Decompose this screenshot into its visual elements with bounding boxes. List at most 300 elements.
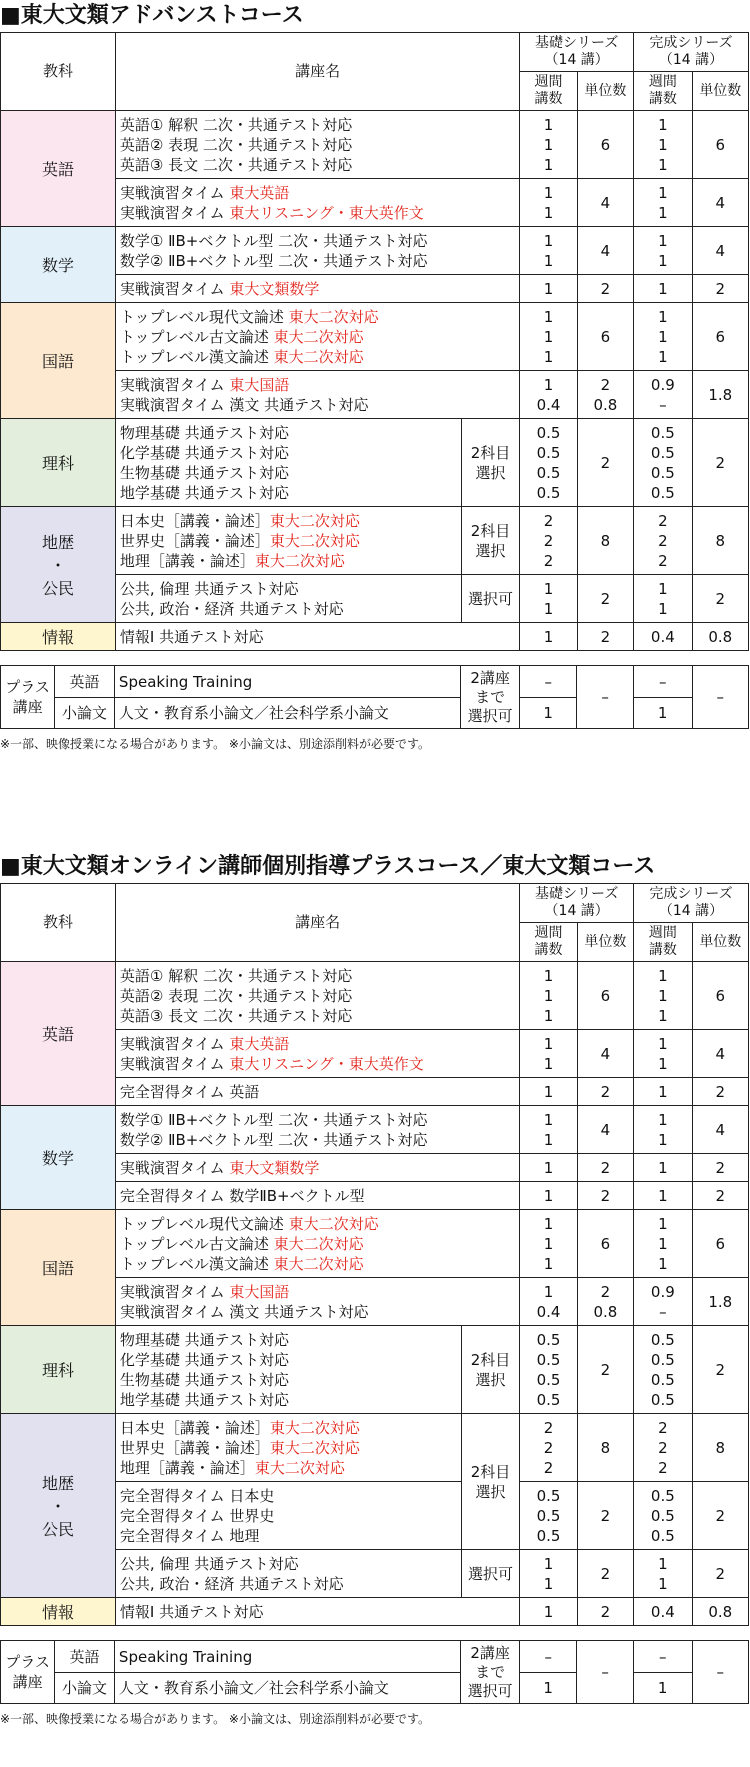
course-text: 実戦演習タイム xyxy=(119,1034,230,1053)
plus-basic-units: – xyxy=(577,666,633,729)
course-text: 公共, 倫理 共通テスト対応 xyxy=(119,1554,299,1573)
cell-line: 1 xyxy=(658,599,668,618)
course-names xyxy=(115,303,519,371)
course-text: 完全習得タイム 世界史 xyxy=(119,1506,275,1525)
cell-line: 選択 xyxy=(475,541,506,560)
course-names xyxy=(115,575,461,623)
course-text: 英語① 解釈 二次・共通テスト対応 xyxy=(119,115,353,134)
course-line xyxy=(120,395,519,415)
cell-line: 1 xyxy=(543,347,554,366)
subject-cell xyxy=(1,1598,116,1626)
course-highlight: 東大二次対応 xyxy=(254,1458,345,1477)
course-highlight: 東大リスニング・東大英作文 xyxy=(229,203,424,222)
cell-line: 1 xyxy=(543,966,554,985)
cell-line: 0.5 xyxy=(650,423,675,442)
basic-weekly xyxy=(520,1210,577,1278)
header-weekly xyxy=(520,923,577,962)
course-text: 英語② 表現 二次・共通テスト対応 xyxy=(119,986,353,1005)
cell-line: 1 xyxy=(543,1082,554,1101)
course-line xyxy=(120,1158,519,1178)
cell-line: 1 xyxy=(543,1214,554,1233)
cell-line: （14 講） xyxy=(658,903,724,919)
basic-weekly xyxy=(520,1550,577,1598)
cell-line: 1 xyxy=(658,203,668,222)
course-line xyxy=(120,347,519,367)
complete-units: 2 xyxy=(692,1326,748,1414)
course-text: 公共, 政治・経済 共通テスト対応 xyxy=(119,1574,344,1593)
cell-line: 地歴 xyxy=(41,1474,74,1493)
course-names xyxy=(115,1482,461,1550)
course-text: 世界史［講義・論述］ xyxy=(119,1438,270,1457)
cell-line: 1 xyxy=(543,1282,554,1301)
cell-line: まで xyxy=(475,1662,506,1681)
complete-weekly xyxy=(634,1106,693,1154)
complete-weekly xyxy=(634,1030,693,1078)
cell-line: – xyxy=(659,1302,667,1321)
subject-cell xyxy=(1,111,116,227)
course-line xyxy=(120,279,519,299)
cell-line: – xyxy=(659,395,667,414)
cell-line: 0.9 xyxy=(650,375,675,394)
plus-basic-weekly: 1 xyxy=(519,698,577,729)
basic-weekly xyxy=(520,1414,577,1482)
course-line xyxy=(120,443,461,463)
course-text: 日本史［講義・論述］ xyxy=(119,1418,270,1437)
basic-units: 4 xyxy=(577,1030,633,1078)
course-text: 化学基礎 共通テスト対応 xyxy=(119,443,290,462)
cell-line: 1 xyxy=(543,231,554,250)
course-line xyxy=(120,1006,519,1026)
cell-line: 1 xyxy=(658,1130,668,1149)
course-text: 生物基礎 共通テスト対応 xyxy=(119,1370,290,1389)
course-line xyxy=(120,531,461,551)
cell-line: 1 xyxy=(543,1158,554,1177)
course-line xyxy=(120,551,461,571)
course-line xyxy=(120,1034,519,1054)
course-highlight: 東大二次対応 xyxy=(273,347,364,366)
course-text: 実戦演習タイム xyxy=(119,1158,230,1177)
course-highlight: 東大文類数学 xyxy=(229,279,320,298)
subject-cell xyxy=(1,962,116,1106)
course-text: 生物基礎 共通テスト対応 xyxy=(119,463,290,482)
basic-units: 4 xyxy=(577,1106,633,1154)
complete-weekly xyxy=(634,179,693,227)
cell-line: 公民 xyxy=(41,1520,74,1539)
cell-line: 1 xyxy=(543,1130,554,1149)
cell-line: 0.5 xyxy=(536,1370,561,1389)
course-line xyxy=(120,966,519,986)
course-line xyxy=(120,599,461,619)
basic-units: 6 xyxy=(577,962,633,1030)
cell-line: まで xyxy=(475,687,506,706)
subject-cell xyxy=(1,1326,116,1414)
cell-line: 1 xyxy=(543,115,554,134)
cell-line: 0.5 xyxy=(650,443,675,462)
course-names xyxy=(115,111,519,179)
course-text: トップレベル漢文論述 xyxy=(119,347,274,366)
cell-line: 完成シリーズ xyxy=(649,886,733,902)
cell-line: 選択可 xyxy=(467,1681,513,1700)
cell-line: 0.5 xyxy=(650,1486,675,1505)
cell-line: 講数 xyxy=(648,942,677,958)
cell-line: 1 xyxy=(658,115,668,134)
cell-line: 0.4 xyxy=(650,627,675,646)
basic-units: 6 xyxy=(577,1210,633,1278)
cell-line: 0.5 xyxy=(650,463,675,482)
course-line xyxy=(120,1438,461,1458)
cell-line: 1 xyxy=(658,1082,668,1101)
complete-units: 6 xyxy=(692,303,748,371)
basic-weekly xyxy=(520,1482,577,1550)
course-highlight: 東大二次対応 xyxy=(273,1234,364,1253)
cell-line: 国語 xyxy=(41,352,74,371)
cell-line: 1 xyxy=(543,135,554,154)
cell-line: （14 講） xyxy=(658,52,724,68)
complete-units: 2 xyxy=(692,1550,748,1598)
complete-units: 2 xyxy=(692,275,748,303)
basic-units: 2 xyxy=(577,1598,633,1626)
cell-line: 理科 xyxy=(41,1361,74,1380)
cell-line: 0.5 xyxy=(650,1330,675,1349)
cell-line: 1 xyxy=(543,627,554,646)
cell-line: 2科目 xyxy=(470,1350,511,1369)
cell-line: 選択可 xyxy=(468,589,514,608)
course-line xyxy=(120,1458,461,1478)
complete-weekly xyxy=(634,1598,693,1626)
basic-units: 2 xyxy=(577,1154,633,1182)
cell-line: 1 xyxy=(658,155,668,174)
plus-label xyxy=(1,666,55,729)
basic-weekly xyxy=(520,111,577,179)
complete-units: 4 xyxy=(692,227,748,275)
course-highlight: 東大二次対応 xyxy=(273,327,364,346)
course-names xyxy=(115,1550,461,1598)
cell-line: 0.4 xyxy=(536,1302,561,1321)
cell-line: 数学 xyxy=(41,256,74,275)
cell-line: 1 xyxy=(543,307,554,326)
header-course: 講座名 xyxy=(115,884,519,962)
basic-weekly xyxy=(520,1598,577,1626)
plus-basic-weekly: – xyxy=(519,1641,577,1673)
course-section xyxy=(0,851,750,1728)
cell-line: 2 xyxy=(543,1458,554,1477)
basic-units: 4 xyxy=(577,227,633,275)
cell-line: 1 xyxy=(658,986,668,1005)
plus-selection-note xyxy=(461,666,520,729)
course-names xyxy=(115,1182,519,1210)
course-text: 世界史［講義・論述］ xyxy=(119,531,270,550)
cell-line: 情報 xyxy=(41,1603,74,1622)
cell-line: 0.5 xyxy=(536,443,561,462)
cell-line: 1 xyxy=(543,1254,554,1273)
cell-line: 英語 xyxy=(41,1025,74,1044)
header-weekly xyxy=(520,72,577,111)
course-text: 実戦演習タイム 漢文 共通テスト対応 xyxy=(119,1302,369,1321)
cell-line: 2 xyxy=(543,551,554,570)
cell-line: 2 xyxy=(543,531,554,550)
complete-units: 6 xyxy=(692,111,748,179)
course-line xyxy=(120,1186,519,1206)
course-line xyxy=(120,183,519,203)
course-line xyxy=(120,423,461,443)
course-highlight: 東大二次対応 xyxy=(269,531,360,550)
course-line xyxy=(120,483,461,503)
cell-line: 0.5 xyxy=(650,1526,675,1545)
course-text: 実戦演習タイム xyxy=(119,375,230,394)
cell-line: 0.5 xyxy=(650,1350,675,1369)
course-line xyxy=(120,1234,519,1254)
cell-line: 1 xyxy=(658,966,668,985)
cell-line: 数学 xyxy=(41,1149,74,1168)
header-units: 単位数 xyxy=(692,923,748,962)
course-names xyxy=(115,371,519,419)
subject-cell xyxy=(1,303,116,419)
cell-line: 1 xyxy=(543,986,554,1005)
course-line xyxy=(120,1554,461,1574)
basic-units: 2 xyxy=(577,1326,633,1414)
complete-units: 2 xyxy=(692,575,748,623)
header-units: 単位数 xyxy=(577,923,633,962)
cell-line: 選択 xyxy=(475,1370,506,1389)
cell-line: 講座 xyxy=(12,698,43,716)
course-line xyxy=(120,1602,519,1622)
cell-line: 1 xyxy=(658,1054,668,1073)
basic-weekly xyxy=(520,303,577,371)
course-line xyxy=(120,1486,461,1506)
plus-complete-units: – xyxy=(692,666,748,729)
course-text: 情報Ⅰ 共通テスト対応 xyxy=(119,1602,264,1621)
course-line xyxy=(120,135,519,155)
plus-subject: 英語 xyxy=(55,1641,115,1673)
complete-units: 6 xyxy=(692,962,748,1030)
cell-line: 2科目 xyxy=(470,1462,511,1481)
complete-weekly xyxy=(634,1210,693,1278)
complete-units: 2 xyxy=(692,419,748,507)
cell-line: 講数 xyxy=(648,91,677,107)
basic-units: 2 xyxy=(577,1182,633,1210)
complete-units: 2 xyxy=(692,1154,748,1182)
basic-weekly xyxy=(520,507,577,575)
course-line xyxy=(120,1254,519,1274)
cell-line: 0.5 xyxy=(536,1350,561,1369)
course-section xyxy=(0,0,750,753)
selection-note xyxy=(461,507,520,575)
course-names xyxy=(115,1598,519,1626)
subject-cell xyxy=(1,1210,116,1326)
course-text: 実戦演習タイム xyxy=(119,1054,230,1073)
course-line xyxy=(120,1054,519,1074)
course-text: 公共, 政治・経済 共通テスト対応 xyxy=(119,599,344,618)
course-line xyxy=(120,1082,519,1102)
cell-line: 2講座 xyxy=(470,1643,510,1662)
course-names xyxy=(115,1326,461,1414)
course-text: 実戦演習タイム 漢文 共通テスト対応 xyxy=(119,395,369,414)
course-text: トップレベル現代文論述 xyxy=(119,1214,289,1233)
basic-units: 2 xyxy=(577,623,633,651)
subject-cell xyxy=(1,227,116,303)
cell-line: 0.5 xyxy=(650,1506,675,1525)
plus-subject: 英語 xyxy=(55,666,115,698)
course-text: 英語② 表現 二次・共通テスト対応 xyxy=(119,135,353,154)
plus-complete-weekly: 1 xyxy=(633,1673,692,1704)
course-text: 地学基礎 共通テスト対応 xyxy=(119,1390,290,1409)
course-highlight: 東大二次対応 xyxy=(254,551,345,570)
course-text: トップレベル漢文論述 xyxy=(119,1254,274,1273)
cell-line: 1 xyxy=(658,347,668,366)
cell-line: 2講座 xyxy=(470,668,510,687)
course-line xyxy=(120,203,519,223)
course-text: 数学② ⅡB+ベクトル型 二次・共通テスト対応 xyxy=(119,1130,428,1149)
cell-line: 公民 xyxy=(41,579,74,598)
cell-line: 1 xyxy=(658,307,668,326)
course-highlight: 東大国語 xyxy=(229,1282,290,1301)
course-line xyxy=(120,511,461,531)
basic-weekly xyxy=(520,371,577,419)
plus-course-name: 人文・教育系小論文／社会科学系小論文 xyxy=(114,698,460,729)
complete-units: 4 xyxy=(692,1030,748,1078)
cell-line: 講数 xyxy=(534,91,563,107)
complete-weekly xyxy=(634,227,693,275)
header-weekly xyxy=(634,72,693,111)
complete-units: 2 xyxy=(692,1182,748,1210)
cell-line: 週間 xyxy=(534,925,563,941)
cell-line: （14 講） xyxy=(544,903,609,919)
basic-weekly xyxy=(520,1154,577,1182)
course-text: 英語③ 長文 二次・共通テスト対応 xyxy=(119,155,353,174)
course-text: 数学① ⅡB+ベクトル型 二次・共通テスト対応 xyxy=(119,231,428,250)
selection-note xyxy=(461,575,520,623)
course-highlight: 東大二次対応 xyxy=(269,511,360,530)
selection-note xyxy=(461,1326,520,1414)
complete-weekly xyxy=(634,1078,693,1106)
cell-line: 1 xyxy=(658,1234,668,1253)
header-basic-series xyxy=(520,884,634,923)
course-names xyxy=(115,227,519,275)
complete-weekly xyxy=(634,1414,693,1482)
complete-units: 6 xyxy=(692,1210,748,1278)
course-highlight: 東大二次対応 xyxy=(288,1214,379,1233)
cell-line: 0.5 xyxy=(536,1506,561,1525)
cell-line: 講座 xyxy=(12,1673,43,1691)
cell-line: 地歴 xyxy=(41,533,74,552)
cell-line: 選択 xyxy=(475,1482,506,1501)
course-table xyxy=(0,883,749,1626)
plus-subject: 小論文 xyxy=(55,698,115,729)
course-text: 日本史［講義・論述］ xyxy=(119,511,270,530)
complete-units: 2 xyxy=(692,1482,748,1550)
course-names xyxy=(115,1210,519,1278)
basic-weekly xyxy=(520,1078,577,1106)
cell-line: 2科目 xyxy=(470,521,511,540)
course-text: 完全習得タイム 地理 xyxy=(119,1526,260,1545)
basic-weekly xyxy=(520,419,577,507)
complete-weekly xyxy=(634,962,693,1030)
cell-line: 1 xyxy=(658,251,668,270)
cell-line: 2 xyxy=(543,1438,554,1457)
cell-line: 2 xyxy=(658,551,668,570)
basic-weekly xyxy=(520,275,577,303)
course-line xyxy=(120,1302,519,1322)
course-line xyxy=(120,307,519,327)
course-highlight: 東大文類数学 xyxy=(229,1158,320,1177)
course-line xyxy=(120,1390,461,1410)
cell-line: 完成シリーズ xyxy=(649,35,733,51)
cell-line: 0.5 xyxy=(536,1526,561,1545)
course-line xyxy=(120,1110,519,1130)
cell-line: （14 講） xyxy=(544,52,609,68)
course-text: 実戦演習タイム xyxy=(119,183,230,202)
course-names xyxy=(115,623,519,651)
cell-line: 0.4 xyxy=(650,1602,675,1621)
course-names xyxy=(115,962,519,1030)
cell-line: 1 xyxy=(658,231,668,250)
cell-line: 1 xyxy=(543,1006,554,1025)
header-subject: 教科 xyxy=(1,33,116,111)
section-title: ■東大文類アドバンストコース xyxy=(0,3,304,28)
complete-units: 4 xyxy=(692,179,748,227)
header-units: 単位数 xyxy=(692,72,748,111)
course-line xyxy=(120,1130,519,1150)
course-text: トップレベル古文論述 xyxy=(119,327,274,346)
subject-cell xyxy=(1,1106,116,1210)
basic-weekly xyxy=(520,1182,577,1210)
cell-line: 2 xyxy=(658,511,668,530)
complete-weekly xyxy=(634,1278,693,1326)
course-line xyxy=(120,1526,461,1546)
course-text: トップレベル現代文論述 xyxy=(119,307,289,326)
course-line xyxy=(120,375,519,395)
plus-course-name: Speaking Training xyxy=(114,666,460,698)
cell-line: 1 xyxy=(658,183,668,202)
course-names xyxy=(115,179,519,227)
course-line xyxy=(120,1574,461,1594)
plus-basic-units: – xyxy=(577,1641,633,1704)
cell-line: 週間 xyxy=(534,74,563,90)
plus-complete-weekly: – xyxy=(633,1641,692,1673)
course-highlight: 東大英語 xyxy=(229,183,290,202)
course-highlight: 東大二次対応 xyxy=(273,1254,364,1273)
cell-line: 0.5 xyxy=(536,463,561,482)
cell-line: 0.5 xyxy=(650,483,675,502)
footnote: ※一部、映像授業になる場合があります。 ※小論文は、別途添削料が必要です。 xyxy=(0,737,431,751)
course-text: 物理基礎 共通テスト対応 xyxy=(119,1330,290,1349)
course-line xyxy=(120,1214,519,1234)
basic-units: 2 xyxy=(577,419,633,507)
course-names xyxy=(115,1154,519,1182)
subject-cell xyxy=(1,419,116,507)
complete-weekly xyxy=(634,111,693,179)
course-text: 完全習得タイム 英語 xyxy=(119,1082,260,1101)
plus-basic-weekly: – xyxy=(519,666,577,698)
plus-course-name: 人文・教育系小論文／社会科学系小論文 xyxy=(114,1673,460,1704)
cell-line: 週間 xyxy=(648,74,677,90)
cell-line: 1 xyxy=(543,1054,554,1073)
cell-line: 0.4 xyxy=(536,395,561,414)
subject-cell xyxy=(1,507,116,623)
course-text: トップレベル古文論述 xyxy=(119,1234,274,1253)
plus-complete-weekly: 1 xyxy=(633,698,692,729)
course-line xyxy=(120,463,461,483)
basic-units: 6 xyxy=(577,303,633,371)
basic-units: 6 xyxy=(577,111,633,179)
course-highlight: 東大二次対応 xyxy=(269,1438,360,1457)
complete-units: 1.8 xyxy=(692,1278,748,1326)
cell-line: 1 xyxy=(658,1034,668,1053)
course-line xyxy=(120,115,519,135)
basic-units xyxy=(577,1278,633,1326)
cell-line: 1 xyxy=(658,279,668,298)
cell-line: 2 xyxy=(600,1282,611,1301)
